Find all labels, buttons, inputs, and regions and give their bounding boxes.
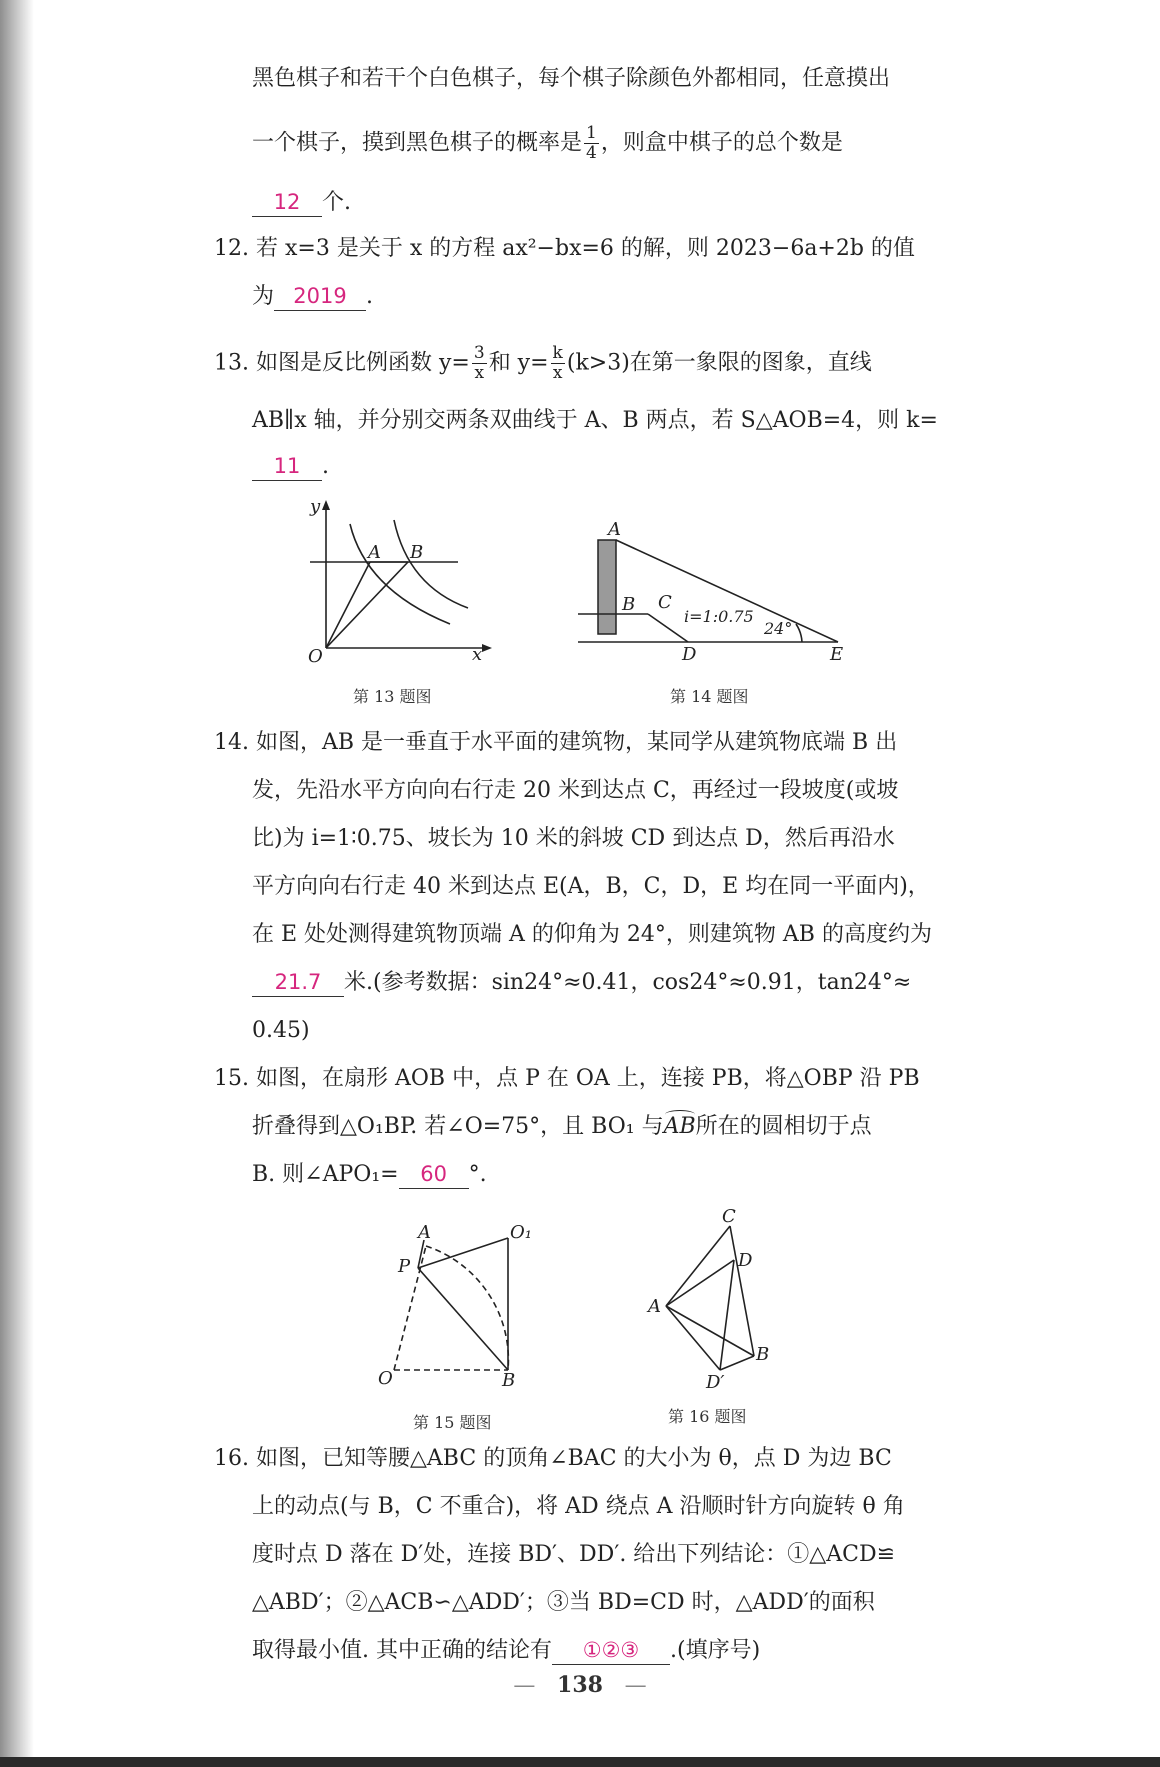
q13-line-1: 13. 如图是反比例函数 y= $\frac{3}{x}$ 和 y= $\frac{k}{x}$ (k>3)在第一象限的图象，直线	[214, 343, 872, 383]
fig16-label-d1: D′	[706, 1372, 725, 1393]
fig16-label-c: C	[722, 1206, 736, 1227]
q13-line-2: AB∥x 轴，并分别交两条双曲线于 A、B 两点，若 S△AOB=4，则 k=	[252, 408, 938, 433]
fig15-arc-ab	[426, 1246, 508, 1370]
q12-answer: 2019	[274, 282, 366, 311]
fig16-segment-ab	[666, 1306, 754, 1356]
q16-line-2: 上的动点(与 B，C 不重合)，将 AD 绕点 A 沿顺时针方向旋转 θ 角	[252, 1494, 905, 1519]
fig13-label-x: x	[472, 644, 483, 665]
page-edge-shadow	[0, 0, 34, 1767]
fig15-label-b: B	[502, 1370, 516, 1391]
page-number: — 138 —	[513, 1672, 647, 1698]
fig14-label-angle: 24°	[764, 619, 793, 638]
fig14-label-c: C	[658, 592, 672, 613]
fig16-caption: 第 16 题图	[668, 1407, 747, 1426]
fig13-label-b: B	[410, 542, 424, 563]
q15-line-1: 15. 如图，在扇形 AOB 中，点 P 在 OA 上，连接 PB，将△OBP 沿 PB	[214, 1066, 920, 1091]
fig13-caption: 第 13 题图	[353, 687, 432, 706]
q13-fraction-2: $\frac{k}{x}$	[552, 343, 563, 383]
fig15-label-o1: O₁	[510, 1222, 532, 1243]
q16-line-4: △ABD′；②△ACB∽△ADD′；③当 BD=CD 时，△ADD′的面积	[252, 1590, 875, 1615]
fig13-label-a: A	[368, 542, 381, 563]
q14-line-5: 在 E 处处测得建筑物顶端 A 的仰角为 24°，则建筑物 AB 的高度约为	[252, 922, 932, 947]
q11-line-3: 12 个.	[252, 188, 351, 218]
q16-line-1: 16. 如图，已知等腰△ABC 的顶角∠BAC 的大小为 θ，点 D 为边 BC	[214, 1446, 892, 1471]
fig15-segment-po1	[418, 1238, 508, 1268]
fig14-label-slope: i=1:0.75	[684, 607, 754, 626]
q14-answer: 21.7	[252, 968, 344, 997]
fig15-segment-pb	[418, 1268, 508, 1370]
q16-line-5: 取得最小值. 其中正确的结论有 ①②③ .(填序号)	[252, 1638, 761, 1663]
fig15-label-a: A	[418, 1222, 431, 1243]
fig15-label-o: O	[378, 1368, 393, 1389]
fig14-label-e: E	[830, 644, 844, 665]
q14-line-6: 21.7 米.(参考数据：sin24°≈0.41，cos24°≈0.91，tan24°≈	[252, 968, 911, 998]
fig15-segment-ap	[418, 1240, 424, 1268]
q11-answer: 12	[252, 188, 322, 217]
q15-line-2: 折叠得到△O₁BP. 若∠O=75°，且 BO₁ 与 AB所在的圆相切于点	[252, 1112, 872, 1142]
q12-line-1: 12. 若 x=3 是关于 x 的方程 ax²−bx=6 的解，则 2023−6a+2b 的值	[214, 236, 915, 261]
q14-line-2: 发，先沿水平方向向右行走 20 米到达点 C，再经过一段坡度(或坡	[252, 778, 899, 803]
fig16-label-d: D	[738, 1250, 753, 1271]
fig16-segment-dd1	[720, 1260, 734, 1370]
figure-16	[648, 1206, 778, 1393]
fig16-segment-bd1	[720, 1356, 754, 1370]
figure-14	[578, 520, 848, 670]
q11-line-2: 一个棋子，摸到黑色棋子的概率是 $\frac{1}{4}$ ，则盒中棋子的总个数是	[252, 123, 843, 163]
q14-line-7: 0.45)	[252, 1018, 310, 1043]
q14-line-3: 比)为 i=1∶0.75、坡长为 10 米的斜坡 CD 到达点 D，然后再沿水	[252, 826, 895, 851]
q13-fraction-1: $\frac{3}{x}$	[473, 343, 485, 383]
fig13-segment-oa	[326, 562, 370, 648]
q16-answer: ①②③	[552, 1636, 670, 1665]
fig14-label-d: D	[682, 644, 697, 665]
q14-line-1: 14. 如图，AB 是一垂直于水平面的建筑物，某同学从建筑物底端 B 出	[214, 730, 898, 755]
q16-line-3: 度时点 D 落在 D′处，连接 BD′、DD′. 给出下列结论：①△ACD≌	[252, 1542, 896, 1567]
q13-answer: 11	[252, 452, 322, 481]
fig13-label-y: y	[310, 496, 321, 517]
q12-line-2: 为 2019 .	[252, 284, 374, 309]
q13-line-3: 11 .	[252, 452, 329, 482]
fig14-caption: 第 14 题图	[670, 687, 749, 706]
q11-line-1: 黑色棋子和若干个白色棋子，每个棋子除颜色外都相同，任意摸出	[252, 66, 891, 91]
q15-answer: 60	[399, 1160, 469, 1189]
fig14-sightline	[616, 540, 838, 642]
q15-line-3: B. 则∠APO₁= 60 °.	[252, 1162, 487, 1187]
q11-fraction: $\frac{1}{4}$	[586, 123, 597, 163]
q14-line-4: 平方向向右行走 40 米到达点 E(A，B，C，D，E 均在同一平面内)，	[252, 874, 930, 899]
fig14-building	[598, 540, 616, 634]
fig13-segment-ob	[326, 562, 408, 648]
fig16-label-a: A	[648, 1296, 661, 1317]
figure-15	[378, 1222, 538, 1398]
q15-arc-ab: AB	[664, 1112, 696, 1142]
fig14-label-b: B	[622, 594, 636, 615]
fig16-segment-ad	[666, 1260, 734, 1306]
fig13-label-o: O	[308, 646, 323, 667]
bottom-bar	[0, 1757, 1160, 1767]
fig15-label-p: P	[398, 1256, 411, 1277]
fig16-segment-ad1	[666, 1306, 720, 1370]
fig16-segment-cb	[730, 1226, 754, 1356]
fig16-segment-ac	[666, 1226, 730, 1306]
fig14-label-a: A	[608, 519, 621, 540]
fig15-caption: 第 15 题图	[413, 1413, 492, 1432]
figure-13	[290, 496, 483, 667]
fig16-label-b: B	[756, 1344, 770, 1365]
